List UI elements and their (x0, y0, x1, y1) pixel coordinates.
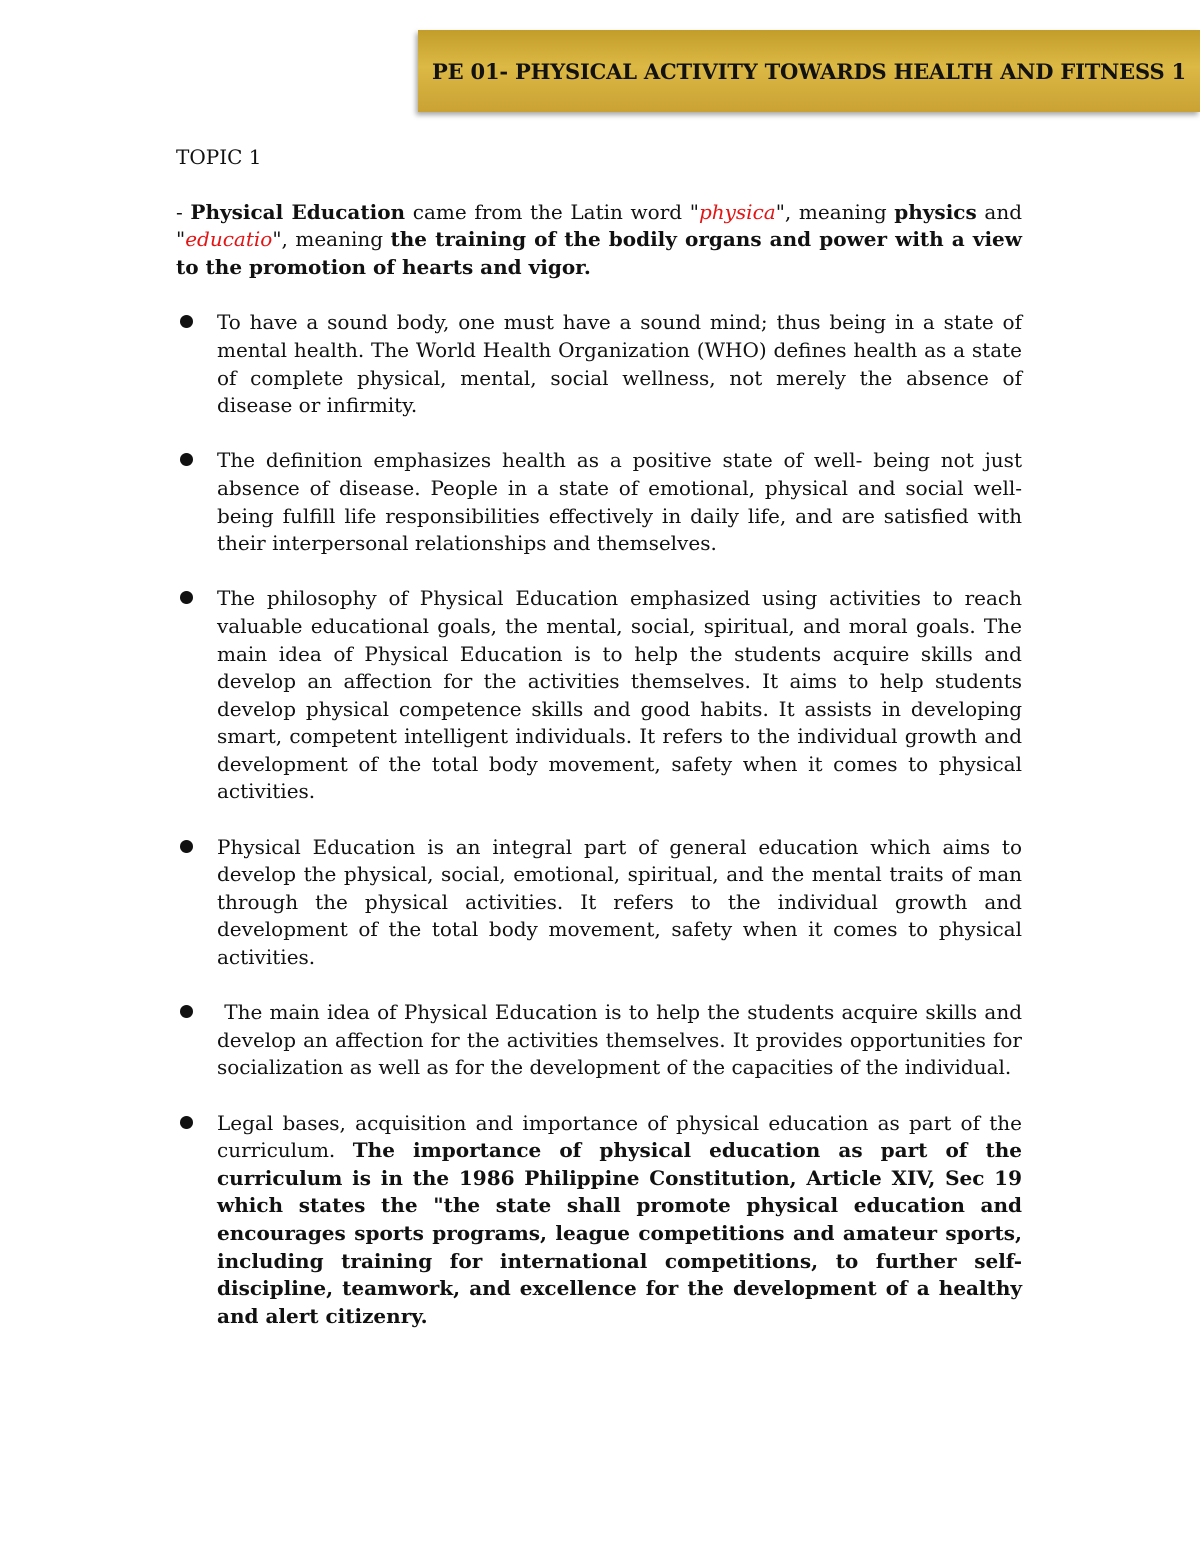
document-title: PE 01- PHYSICAL ACTIVITY TOWARDS HEALTH AND FITNESS 1 (432, 59, 1186, 84)
bullet-icon (180, 453, 193, 466)
bullet-text-plain: Legal bases, acquisition and importance of physical education as part of the curriculum. (217, 1110, 1022, 1163)
bullet-text: The definition emphasizes health as a positive state of well- being not just absence of disease. People in a state of emotional, physical and social well-being fulfill life responsibilities effectively in daily life, and are satisfied with their interpersonal relationships and themselves. (217, 448, 1022, 556)
header-banner (418, 30, 1200, 112)
intro-paragraph (176, 199, 1022, 282)
bullet-text-bold: The importance of physical education as part of the curriculum is in the 1986 Philippine Constitution, Article XIV, Sec 19 which states the "the state shall promote physical education and encourages sports programs, league competitions and amateur sports, including training for international competitions, to further self-discipline, teamwork, and excellence for the development of a healthy and alert citizenry. (217, 1138, 1022, 1328)
list-item (176, 1110, 1022, 1331)
intro-text-1: came from the Latin word " (405, 199, 699, 224)
bullet-icon (180, 1116, 193, 1129)
bullet-list (176, 309, 1029, 1330)
bullet-icon (180, 591, 193, 604)
intro-meaning-physics: physics (894, 199, 977, 224)
list-item (176, 834, 1022, 972)
intro-meaning-training: the training of the bodily organs and power with a view to the promotion of hearts and vigor. (176, 227, 1022, 279)
bullet-text: To have a sound body, one must have a sound mind; thus being in a state of mental health. The World Health Organization (WHO) defines health as a state of complete physical, mental, social wellness, not merely the absence of disease or infirmity. (217, 310, 1022, 418)
bullet-text: The main idea of Physical Education is to help the students acquire skills and develop an affection for the activities themselves. It provides opportunities for socialization as well as for the development of the capacities of the individual. (217, 1000, 1029, 1080)
intro-dash: - (176, 199, 191, 224)
document-body (176, 144, 1029, 1358)
intro-text-2: ", meaning (775, 199, 895, 224)
list-item (176, 309, 1022, 419)
intro-text-3: and " (176, 199, 1022, 252)
topic-heading: TOPIC 1 (176, 145, 262, 169)
latin-word-physica: physica (698, 199, 776, 224)
list-item (176, 585, 1022, 806)
bullet-icon (180, 1005, 193, 1018)
bullet-text: The philosophy of Physical Education emphasized using activities to reach valuable educational goals, the mental, social, spiritual, and moral goals. The main idea of Physical Education is to help the students acquire skills and develop an affection for the activities themselves. It aims to help students develop physical competence skills and good habits. It assists in developing smart, competent intelligent individuals. It refers to the individual growth and development of the total body movement, safety when it comes to physical activities. (217, 586, 1022, 804)
bullet-icon (180, 315, 193, 328)
intro-text-4: ", meaning (272, 227, 391, 252)
bullet-icon (180, 840, 193, 853)
list-item (176, 999, 1029, 1082)
list-item (176, 447, 1022, 557)
latin-word-educatio: educatio (185, 227, 273, 252)
intro-term: Physical Education (190, 199, 406, 224)
bullet-text: Physical Education is an integral part of general education which aims to develop the physical, social, emotional, spiritual, and the mental traits of man through the physical activities. It refers to the individual growth and development of the total body movement, safety when it comes to physical activities. (217, 834, 1022, 970)
